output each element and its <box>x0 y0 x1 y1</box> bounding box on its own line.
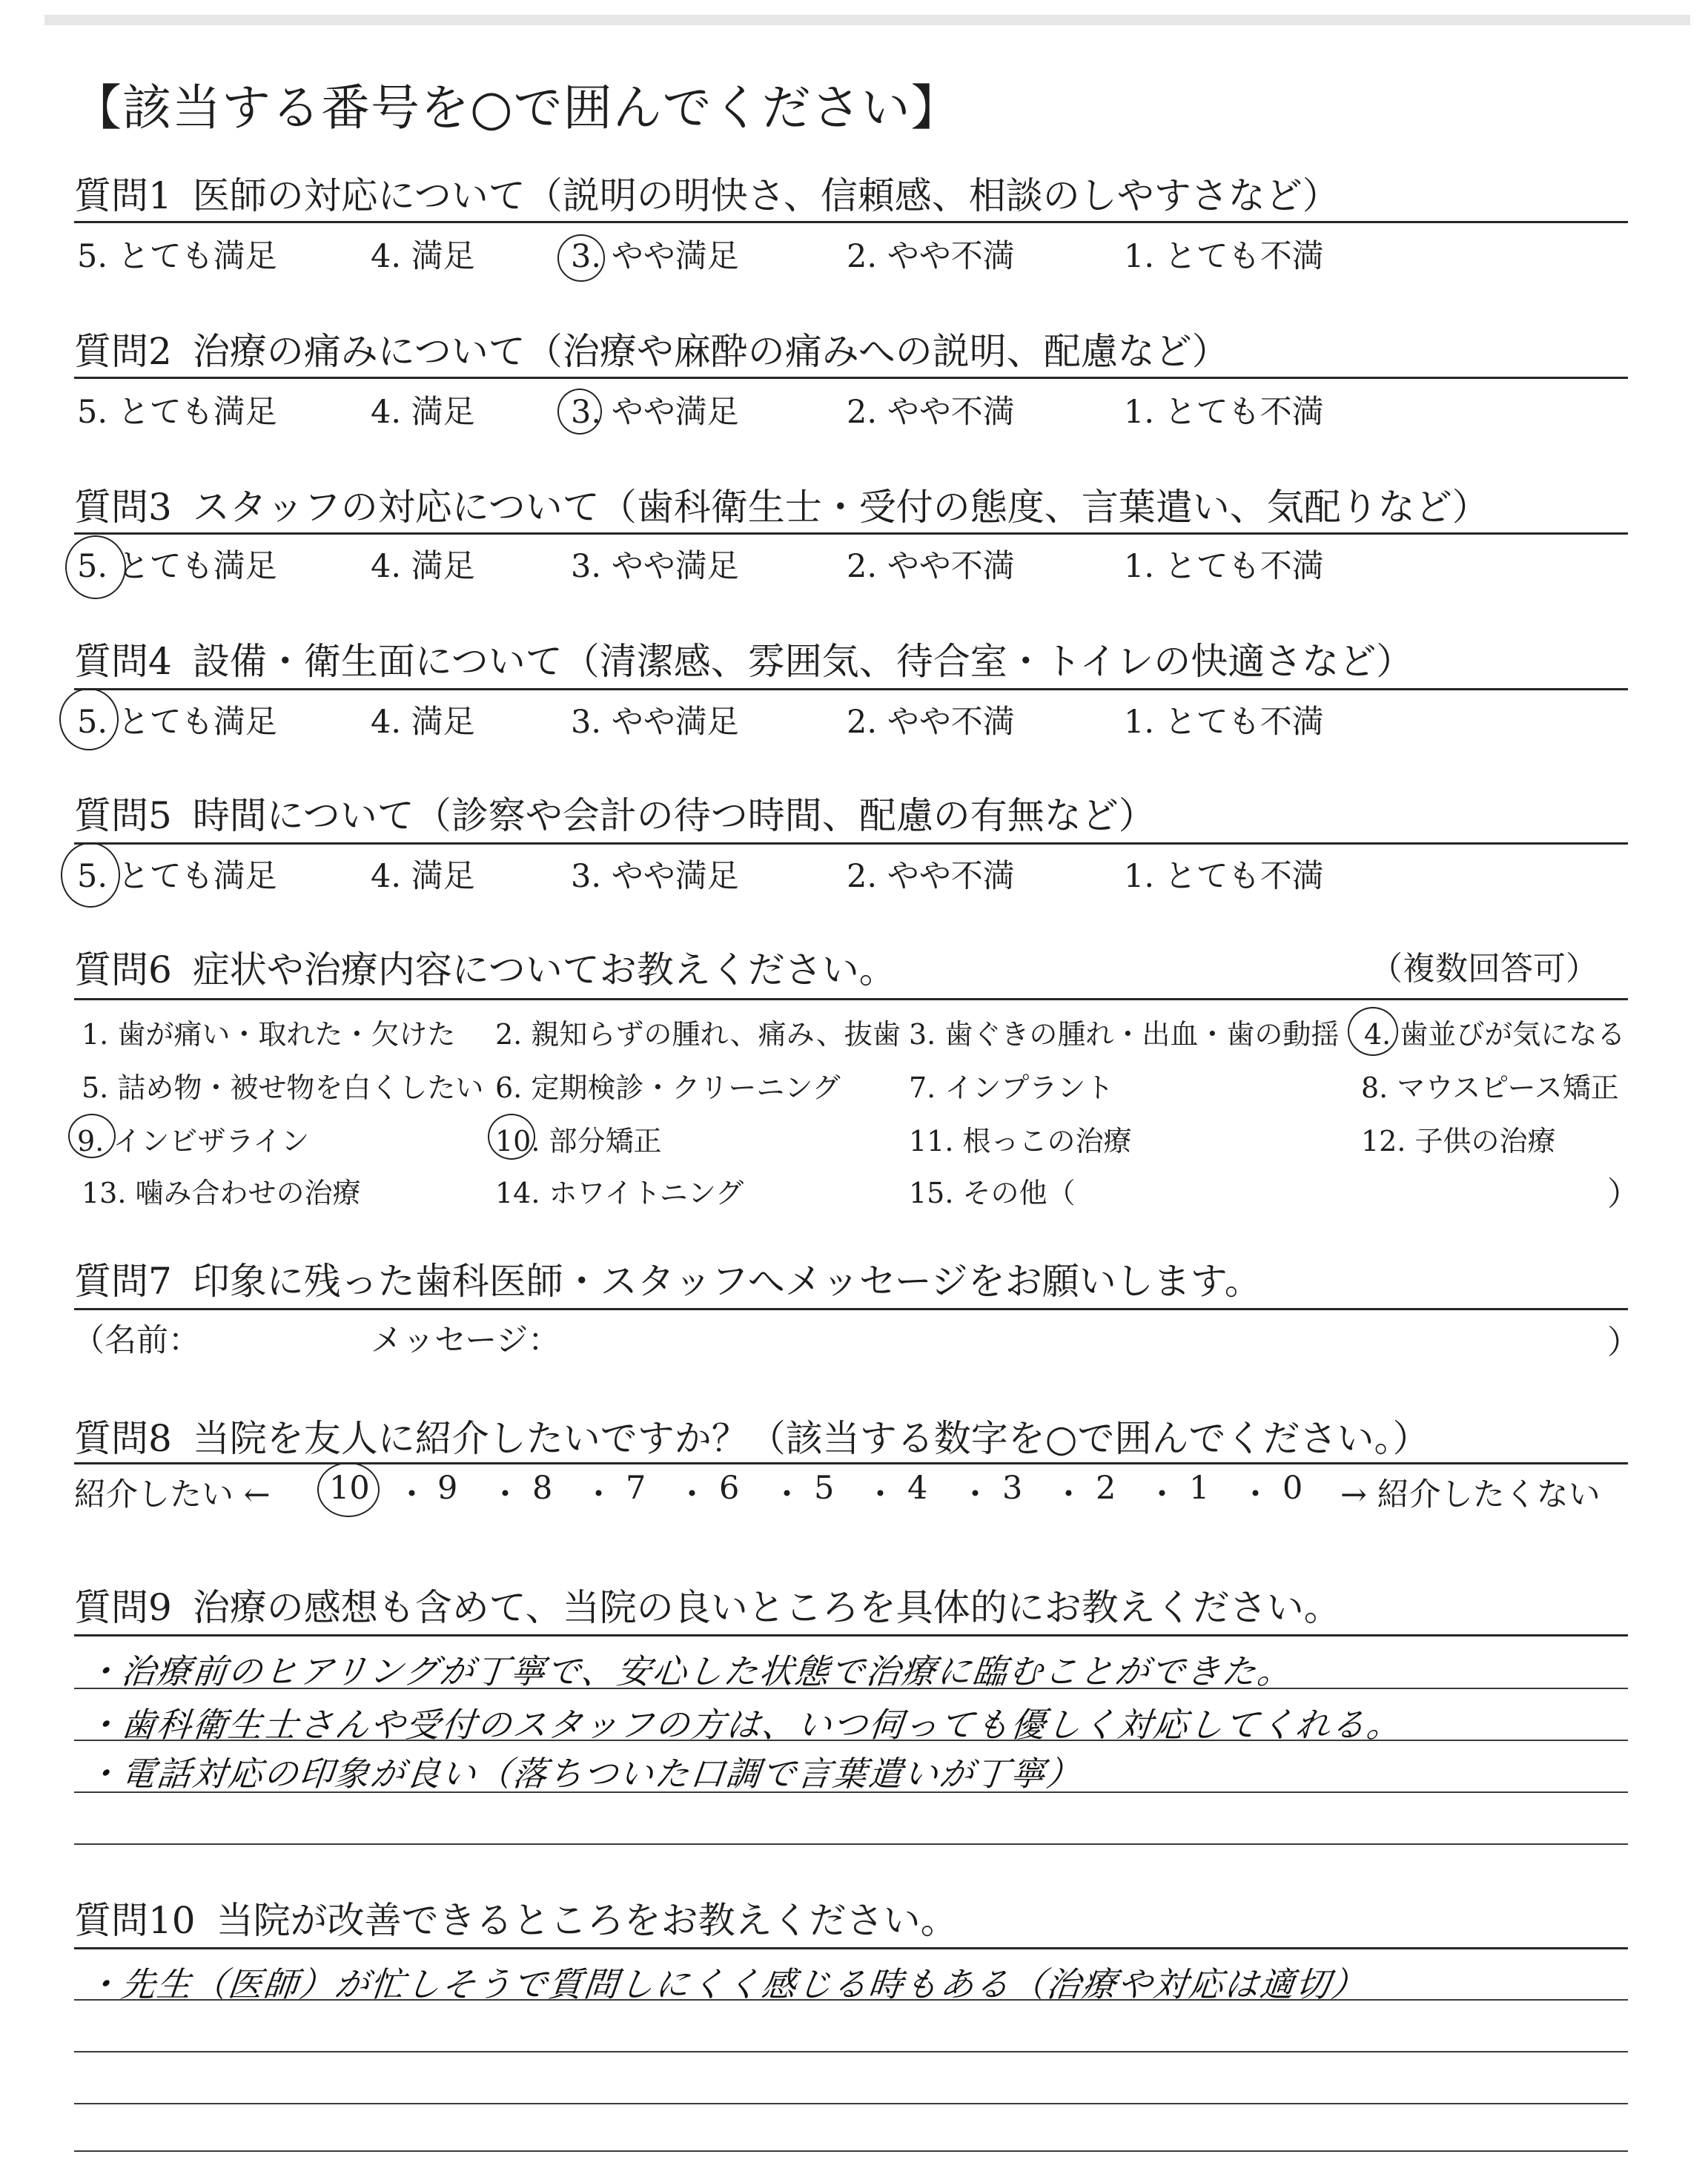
scale-7[interactable]: 7 <box>626 1470 646 1507</box>
question-3 <box>74 478 1489 531</box>
q4-option-5[interactable]: 5. とても満足 <box>77 704 277 741</box>
divider <box>74 1947 1628 1949</box>
q4-option-4[interactable]: 4. 満足 <box>371 704 475 741</box>
divider <box>74 1308 1628 1310</box>
scale-4[interactable]: 4 <box>907 1470 928 1507</box>
q6-other-close-paren: ） <box>1607 1175 1640 1213</box>
scale-10[interactable]: 10 <box>329 1470 370 1507</box>
q2-option-3[interactable]: 3. やや満足 <box>571 394 739 431</box>
q6-item-10[interactable]: 10. 部分矯正 <box>495 1125 662 1157</box>
question-title: 医師の対応について（説明の明快さ、信頼感、相談のしやすさなど） <box>192 174 1340 217</box>
scale-sep: ・ <box>1053 1476 1085 1513</box>
question-8 <box>74 1409 1429 1462</box>
q5-option-1[interactable]: 1. とても不満 <box>1124 858 1324 895</box>
scale-8[interactable]: 8 <box>532 1470 553 1507</box>
handwritten-answer: ・治療前のヒアリングが丁寧で、安心した状態で治療に臨むことができた。 <box>83 1651 1295 1691</box>
q1-option-5[interactable]: 5. とても満足 <box>77 238 277 275</box>
q1-option-4[interactable]: 4. 満足 <box>371 238 475 275</box>
question-title: 症状や治療内容についてお教えください。 <box>192 948 896 991</box>
divider <box>74 532 1628 535</box>
writing-line <box>74 1688 1628 1689</box>
handwritten-answer: ・歯科衛生士さんや受付のスタッフの方は、いつ伺っても優しく対応してくれる。 <box>83 1705 1405 1745</box>
q3-option-1[interactable]: 1. とても不満 <box>1124 548 1324 585</box>
divider <box>74 1634 1628 1636</box>
writing-line <box>74 1791 1628 1793</box>
question-4 <box>74 632 1413 685</box>
question-1 <box>74 166 1340 219</box>
q1-option-3[interactable]: 3. やや満足 <box>571 238 739 275</box>
q4-option-2[interactable]: 2. やや不満 <box>847 704 1015 741</box>
q3-option-3[interactable]: 3. やや満足 <box>571 548 739 585</box>
q6-item-4[interactable]: 4. 歯並びが気になる <box>1364 1018 1626 1051</box>
divider <box>74 842 1628 845</box>
q3-option-2[interactable]: 2. やや不満 <box>847 548 1015 585</box>
q5-option-2[interactable]: 2. やや不満 <box>847 858 1015 895</box>
question-number: 質問10 <box>74 1899 196 1942</box>
q6-item-7[interactable]: 7. インプラント <box>909 1071 1114 1104</box>
question-number: 質問4 <box>74 640 172 683</box>
message-label: メッセージ： <box>371 1322 560 1359</box>
scale-sep: ・ <box>489 1476 521 1513</box>
question-title: 治療の感想も含めて、当院の良いところを具体的にお教えください。 <box>192 1586 1341 1629</box>
scale-sep: ・ <box>771 1476 803 1513</box>
q5-option-4[interactable]: 4. 満足 <box>371 858 475 895</box>
q1-option-1[interactable]: 1. とても不満 <box>1124 238 1324 275</box>
question-9 <box>74 1578 1341 1631</box>
handwritten-answer: ・電話対応の印象が良い（落ちついた口調で言葉遣いが丁寧） <box>83 1754 1085 1794</box>
q6-item-5[interactable]: 5. 詰め物・被せ物を白くしたい <box>82 1071 484 1104</box>
q5-option-3[interactable]: 3. やや満足 <box>571 858 739 895</box>
scale-2[interactable]: 2 <box>1096 1470 1116 1507</box>
question-number: 質問1 <box>74 174 172 217</box>
q6-item-1[interactable]: 1. 歯が痛い・取れた・欠けた <box>82 1018 456 1051</box>
q2-option-5[interactable]: 5. とても満足 <box>77 394 277 431</box>
q2-option-2[interactable]: 2. やや不満 <box>847 394 1015 431</box>
question-title: スタッフの対応について（歯科衛生士・受付の態度、言葉遣い、気配りなど） <box>192 486 1489 529</box>
scale-0[interactable]: 0 <box>1282 1470 1303 1507</box>
question-title: 時間について（診察や会計の待つ時間、配慮の有無など） <box>192 794 1156 837</box>
question-10 <box>74 1891 958 1944</box>
question-title: 当院を友人に紹介したいですか？（該当する数字を○で囲んでください。） <box>192 1417 1430 1460</box>
question-title: 治療の痛みについて（治療や麻酔の痛みへの説明、配慮など） <box>192 330 1229 373</box>
scan-top-edge <box>44 15 1690 25</box>
writing-line <box>74 1999 1628 2001</box>
scale-sep: ・ <box>864 1476 896 1513</box>
q6-item-3[interactable]: 3. 歯ぐきの腫れ・出血・歯の動揺 <box>909 1018 1340 1051</box>
question-5 <box>74 786 1156 839</box>
q4-option-1[interactable]: 1. とても不満 <box>1124 704 1324 741</box>
scale-9[interactable]: 9 <box>437 1470 458 1507</box>
question-title: 当院が改善できるところをお教えください。 <box>216 1899 958 1942</box>
question-title: 印象に残った歯科医師・スタッフへメッセージをお願いします。 <box>192 1260 1262 1303</box>
q6-item-13[interactable]: 13. 噛み合わせの治療 <box>82 1177 361 1209</box>
q2-option-4[interactable]: 4. 満足 <box>371 394 475 431</box>
question-2 <box>74 322 1229 375</box>
scale-sep: ・ <box>583 1476 615 1513</box>
scale-1[interactable]: 1 <box>1189 1470 1210 1507</box>
scale-6[interactable]: 6 <box>719 1470 740 1507</box>
scale-sep: ・ <box>959 1476 991 1513</box>
q7-close-paren: ） <box>1607 1324 1640 1361</box>
scale-sep: ・ <box>1146 1476 1178 1513</box>
q6-item-6[interactable]: 6. 定期検診・クリーニング <box>495 1071 841 1104</box>
q6-item-12[interactable]: 12. 子供の治療 <box>1361 1125 1556 1157</box>
scale-sep: ・ <box>676 1476 708 1513</box>
question-number: 質問3 <box>74 486 172 529</box>
handwritten-answer: ・先生（医師）が忙しそうで質問しにくく感じる時もある（治療や対応は適切） <box>83 1964 1369 2004</box>
q6-item-2[interactable]: 2. 親知らずの腫れ、痛み、抜歯 <box>495 1018 901 1051</box>
q3-option-4[interactable]: 4. 満足 <box>371 548 475 585</box>
page-header: 【該当する番号を○で囲んでください】 <box>73 79 961 136</box>
q5-option-5[interactable]: 5. とても満足 <box>77 858 277 895</box>
question-6 <box>74 940 896 994</box>
divider <box>74 1462 1628 1464</box>
q1-option-2[interactable]: 2. やや不満 <box>847 238 1015 275</box>
recommend-left-label: 紹介したい ← <box>74 1476 271 1513</box>
scale-sep: ・ <box>396 1476 428 1513</box>
q6-item-9[interactable]: 9. インビザライン <box>77 1125 310 1157</box>
q6-item-14[interactable]: 14. ホワイトニング <box>495 1177 744 1209</box>
writing-line <box>74 1740 1628 1741</box>
question-number: 質問6 <box>74 948 172 991</box>
q6-item-15[interactable]: 15. その他（ <box>909 1177 1076 1209</box>
q2-option-1[interactable]: 1. とても不満 <box>1124 394 1324 431</box>
question-number: 質問9 <box>74 1586 172 1629</box>
multiple-answers-note: （複数回答可） <box>1370 950 1598 988</box>
writing-line <box>74 2103 1628 2104</box>
writing-line <box>74 2150 1628 2152</box>
divider <box>74 221 1628 223</box>
question-title: 設備・衛生面について（清潔感、雰囲気、待合室・トイレの快適さなど） <box>192 640 1414 683</box>
question-number: 質問8 <box>74 1417 172 1460</box>
q4-option-3[interactable]: 3. やや満足 <box>571 704 739 741</box>
q6-item-11[interactable]: 11. 根っこの治療 <box>909 1125 1132 1157</box>
divider <box>74 377 1628 379</box>
scale-3[interactable]: 3 <box>1002 1470 1023 1507</box>
writing-line <box>74 1843 1628 1845</box>
recommend-right-label: → 紹介したくない <box>1340 1476 1601 1513</box>
scale-sep: ・ <box>1239 1476 1271 1513</box>
name-label: （名前： <box>73 1322 200 1359</box>
writing-line <box>74 2051 1628 2052</box>
question-number: 質問7 <box>74 1260 172 1303</box>
divider <box>74 688 1628 690</box>
question-number: 質問2 <box>74 330 172 373</box>
question-number: 質問5 <box>74 794 172 837</box>
q6-item-8[interactable]: 8. マウスピース矯正 <box>1361 1071 1619 1104</box>
divider <box>74 998 1628 1000</box>
q3-option-5[interactable]: 5. とても満足 <box>77 548 277 585</box>
question-7 <box>74 1252 1262 1305</box>
scale-5[interactable]: 5 <box>814 1470 835 1507</box>
